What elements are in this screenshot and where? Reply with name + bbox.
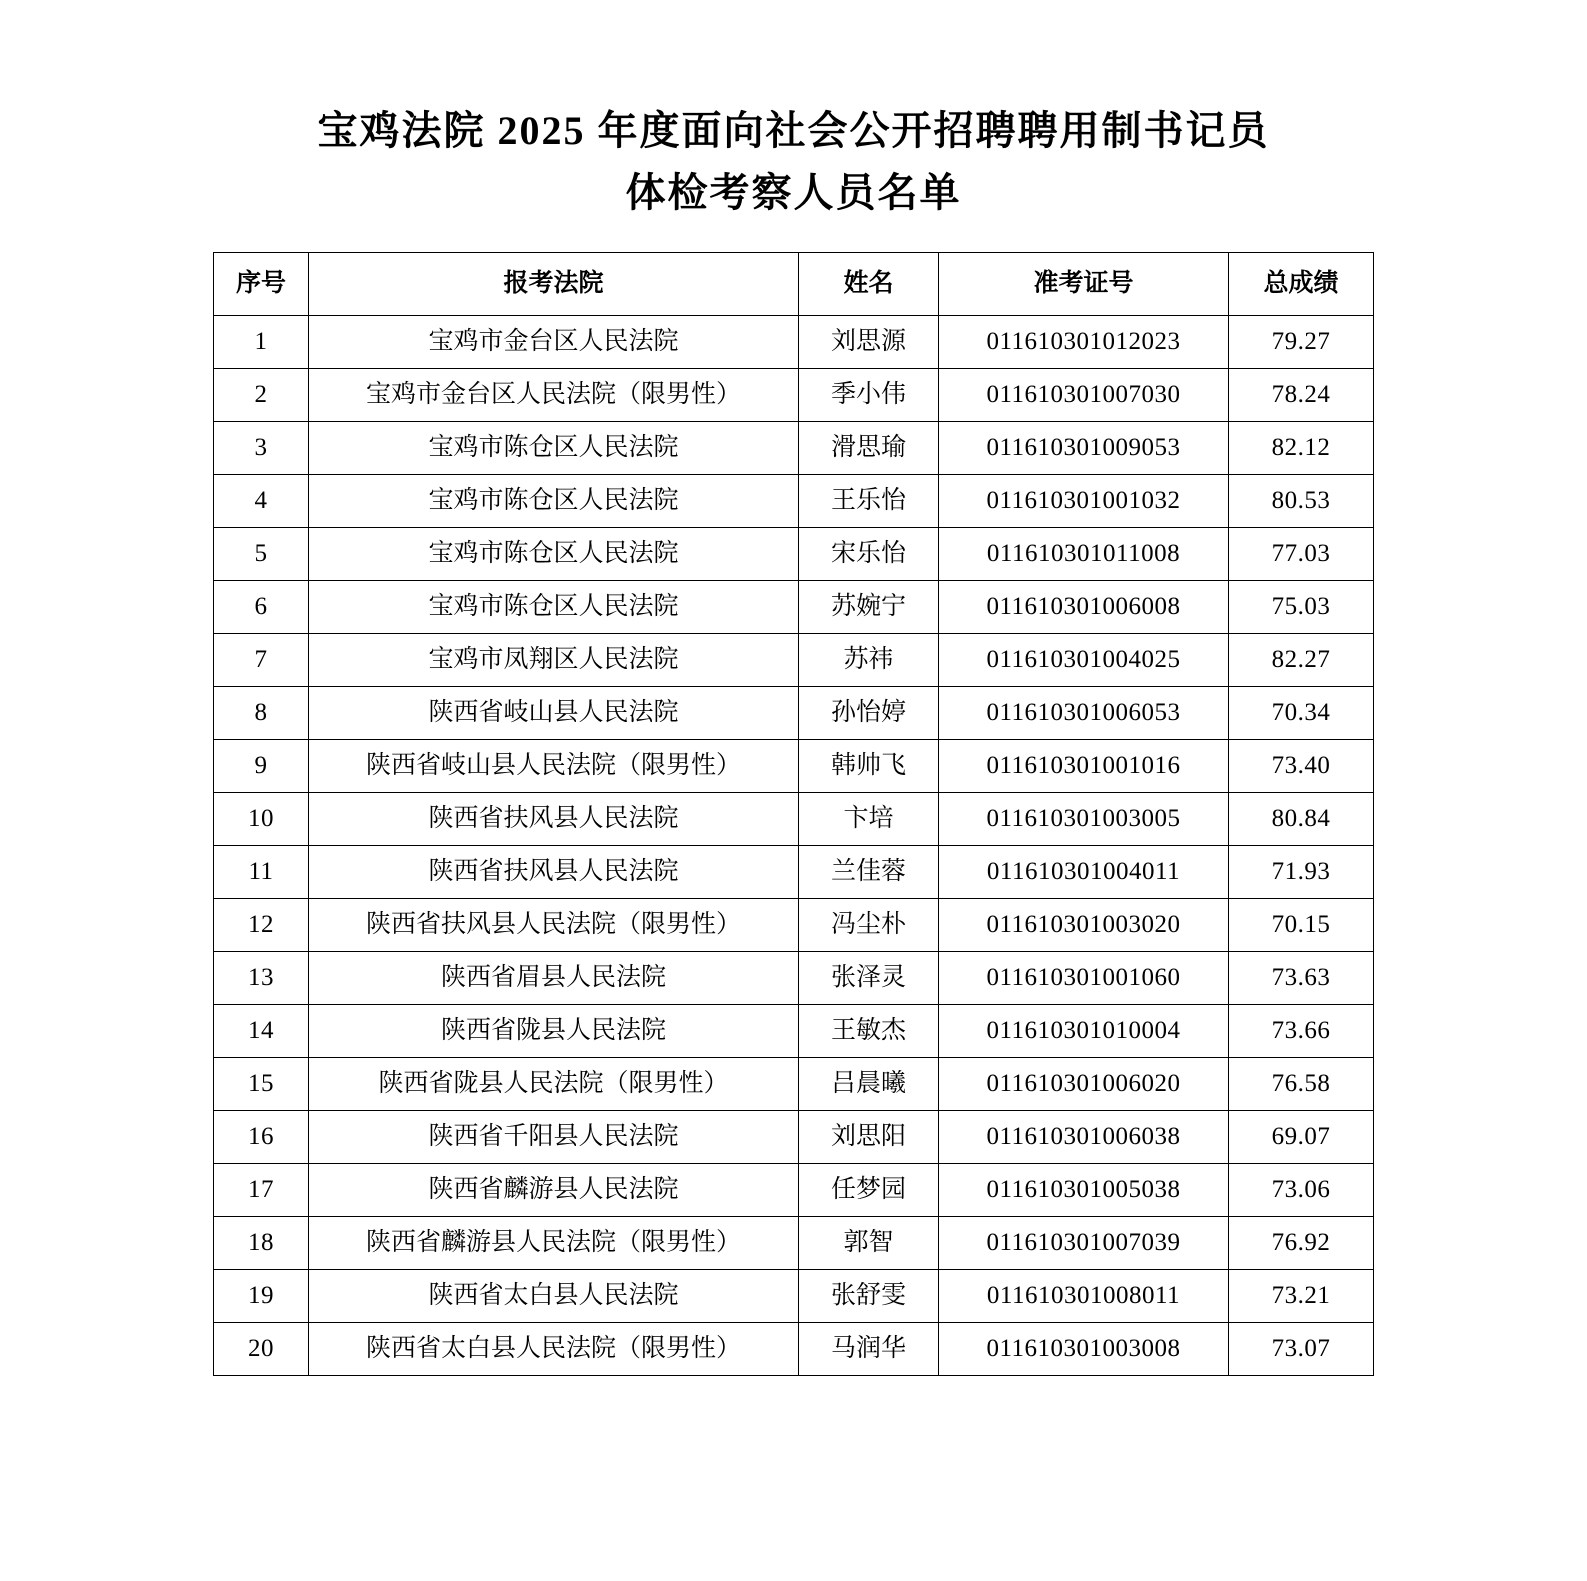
cell-index: 16 [214,1111,309,1164]
cell-name: 任梦园 [799,1164,939,1217]
cell-index: 2 [214,369,309,422]
table-row [214,952,1374,1005]
cell-total-score: 70.15 [1229,899,1374,952]
cell-admission-number: 011610301003008 [939,1323,1229,1376]
cell-court: 宝鸡市金台区人民法院（限男性） [309,369,799,422]
cell-index: 4 [214,475,309,528]
page-title [0,0,1587,224]
cell-name: 孙怡婷 [799,687,939,740]
cell-index: 10 [214,793,309,846]
cell-admission-number: 011610301001060 [939,952,1229,1005]
cell-name: 宋乐怡 [799,528,939,581]
cell-court: 陕西省麟游县人民法院（限男性） [309,1217,799,1270]
cell-court: 陕西省扶风县人民法院 [309,846,799,899]
cell-court: 宝鸡市陈仓区人民法院 [309,581,799,634]
cell-name: 郭智 [799,1217,939,1270]
cell-index: 19 [214,1270,309,1323]
cell-name: 卞培 [799,793,939,846]
cell-court: 陕西省扶风县人民法院 [309,793,799,846]
cell-index: 18 [214,1217,309,1270]
table-row [214,793,1374,846]
cell-name: 马润华 [799,1323,939,1376]
table-header-row [214,253,1374,316]
cell-total-score: 79.27 [1229,316,1374,369]
cell-total-score: 82.27 [1229,634,1374,687]
cell-admission-number: 011610301011008 [939,528,1229,581]
cell-total-score: 70.34 [1229,687,1374,740]
cell-index: 7 [214,634,309,687]
cell-index: 1 [214,316,309,369]
cell-index: 15 [214,1058,309,1111]
cell-total-score: 73.21 [1229,1270,1374,1323]
cell-court: 宝鸡市陈仓区人民法院 [309,475,799,528]
table-row [214,740,1374,793]
table-row [214,581,1374,634]
cell-total-score: 82.12 [1229,422,1374,475]
cell-admission-number: 011610301008011 [939,1270,1229,1323]
cell-index: 11 [214,846,309,899]
cell-name: 滑思瑜 [799,422,939,475]
cell-court: 陕西省陇县人民法院 [309,1005,799,1058]
cell-index: 12 [214,899,309,952]
cell-name: 刘思源 [799,316,939,369]
cell-total-score: 73.40 [1229,740,1374,793]
cell-name: 苏祎 [799,634,939,687]
cell-admission-number: 011610301006008 [939,581,1229,634]
cell-name: 王乐怡 [799,475,939,528]
cell-court: 陕西省扶风县人民法院（限男性） [309,899,799,952]
cell-total-score: 80.53 [1229,475,1374,528]
table-row [214,1323,1374,1376]
cell-index: 3 [214,422,309,475]
cell-admission-number: 011610301006053 [939,687,1229,740]
table-row [214,1164,1374,1217]
cell-total-score: 77.03 [1229,528,1374,581]
cell-admission-number: 011610301012023 [939,316,1229,369]
cell-total-score: 78.24 [1229,369,1374,422]
column-header-total-score: 总成绩 [1229,253,1374,316]
cell-admission-number: 011610301003005 [939,793,1229,846]
cell-index: 14 [214,1005,309,1058]
cell-admission-number: 011610301004025 [939,634,1229,687]
cell-name: 苏婉宁 [799,581,939,634]
cell-admission-number: 011610301003020 [939,899,1229,952]
cell-total-score: 71.93 [1229,846,1374,899]
cell-total-score: 73.63 [1229,952,1374,1005]
cell-total-score: 73.06 [1229,1164,1374,1217]
table-row [214,422,1374,475]
cell-index: 13 [214,952,309,1005]
cell-total-score: 73.66 [1229,1005,1374,1058]
cell-court: 宝鸡市陈仓区人民法院 [309,422,799,475]
cell-name: 刘思阳 [799,1111,939,1164]
cell-court: 陕西省太白县人民法院 [309,1270,799,1323]
cell-total-score: 76.92 [1229,1217,1374,1270]
cell-name: 季小伟 [799,369,939,422]
column-header-name: 姓名 [799,253,939,316]
table-row [214,1005,1374,1058]
cell-name: 吕晨曦 [799,1058,939,1111]
cell-name: 张舒雯 [799,1270,939,1323]
page-title-line-2: 体检考察人员名单 [625,170,962,215]
table-row [214,687,1374,740]
cell-index: 9 [214,740,309,793]
table-row [214,316,1374,369]
cell-court: 陕西省眉县人民法院 [309,952,799,1005]
cell-index: 17 [214,1164,309,1217]
cell-court: 陕西省陇县人民法院（限男性） [309,1058,799,1111]
table-row [214,1058,1374,1111]
cell-name: 韩帅飞 [799,740,939,793]
cell-name: 张泽灵 [799,952,939,1005]
table-row [214,1217,1374,1270]
table-row [214,528,1374,581]
column-header-index: 序号 [214,253,309,316]
table-row [214,1111,1374,1164]
table-row [214,475,1374,528]
cell-name: 王敏杰 [799,1005,939,1058]
column-header-court: 报考法院 [309,253,799,316]
cell-total-score: 76.58 [1229,1058,1374,1111]
cell-court: 宝鸡市陈仓区人民法院 [309,528,799,581]
cell-court: 陕西省麟游县人民法院 [309,1164,799,1217]
cell-name: 兰佳蓉 [799,846,939,899]
table-row [214,899,1374,952]
cell-index: 5 [214,528,309,581]
page-title-line-1: 宝鸡法院 2025 年度面向社会公开招聘聘用制书记员 [317,108,1270,153]
cell-total-score: 80.84 [1229,793,1374,846]
cell-index: 20 [214,1323,309,1376]
cell-court: 陕西省岐山县人民法院 [309,687,799,740]
cell-admission-number: 011610301007039 [939,1217,1229,1270]
table-body [214,316,1374,1376]
table-row [214,1270,1374,1323]
table-row [214,846,1374,899]
roster-table [213,252,1374,1376]
cell-admission-number: 011610301006020 [939,1058,1229,1111]
cell-admission-number: 011610301009053 [939,422,1229,475]
cell-total-score: 75.03 [1229,581,1374,634]
table-row [214,369,1374,422]
cell-court: 陕西省太白县人民法院（限男性） [309,1323,799,1376]
cell-admission-number: 011610301006038 [939,1111,1229,1164]
cell-court: 陕西省千阳县人民法院 [309,1111,799,1164]
cell-index: 8 [214,687,309,740]
cell-admission-number: 011610301010004 [939,1005,1229,1058]
cell-index: 6 [214,581,309,634]
cell-name: 冯尘朴 [799,899,939,952]
cell-court: 陕西省岐山县人民法院（限男性） [309,740,799,793]
cell-total-score: 69.07 [1229,1111,1374,1164]
column-header-admission-number: 准考证号 [939,253,1229,316]
cell-court: 宝鸡市金台区人民法院 [309,316,799,369]
cell-admission-number: 011610301001016 [939,740,1229,793]
cell-admission-number: 011610301004011 [939,846,1229,899]
table-row [214,634,1374,687]
cell-admission-number: 011610301001032 [939,475,1229,528]
cell-court: 宝鸡市凤翔区人民法院 [309,634,799,687]
cell-admission-number: 011610301007030 [939,369,1229,422]
cell-admission-number: 011610301005038 [939,1164,1229,1217]
cell-total-score: 73.07 [1229,1323,1374,1376]
